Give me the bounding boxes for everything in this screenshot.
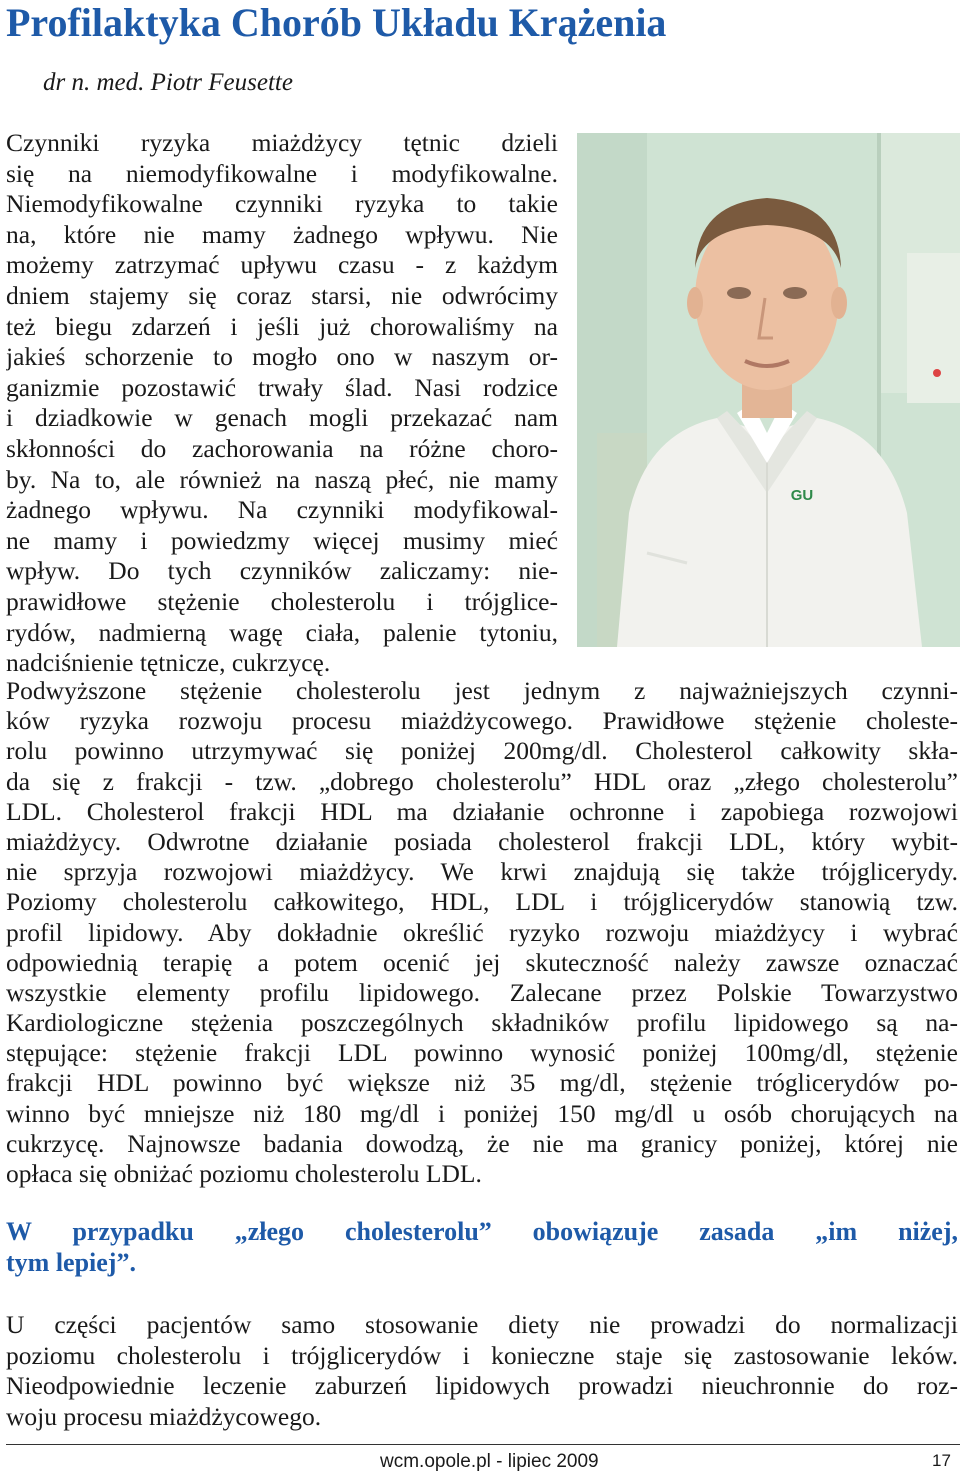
footer-divider xyxy=(6,1444,960,1445)
text-line: rolu powinno utrzymywać się poniżej 200mg/dl. Cholesterol całkowity skła- xyxy=(6,736,958,766)
text-line: się na niemodyfikowalne i modyfikowalne. xyxy=(6,158,558,188)
text-line: W przypadku „złego cholesterolu” obowiązuje zasada „im niżej, xyxy=(6,1217,958,1246)
text-line: tym lepiej”. xyxy=(6,1248,136,1277)
text-line: ganizmie pozostawić trwały ślad. Nasi rodzice xyxy=(6,372,558,402)
page-number: 17 xyxy=(932,1451,951,1470)
text-line: jakieś schorzenie to mogło ono w naszym or- xyxy=(6,342,558,372)
text-line: dniem stajemy się coraz starsi, nie odwrócimy xyxy=(6,280,558,310)
intro-paragraph xyxy=(6,128,558,679)
text-line: winno być mniejsze niż 180 mg/dl i poniżej 150 mg/dl u osób chorujących na xyxy=(6,1098,958,1128)
text-line: wpływ. Do tych czynników zaliczamy: nie- xyxy=(6,556,558,586)
text-line: miażdżycy. Odwrotne działanie posiada cholesterol frakcji LDL, który wybit- xyxy=(6,826,958,856)
text-line: skłonności do zachorowania na różne choro- xyxy=(6,433,558,463)
text-line: też biegu zdarzeń i jeśli już chorowaliśmy na xyxy=(6,311,558,341)
text-line: woju procesu miażdżycowego. xyxy=(6,1401,322,1431)
text-line: opłaca się obniżać poziomu cholesterolu LDL. xyxy=(6,1159,482,1188)
coat-badge: GU xyxy=(790,487,814,504)
author-photo xyxy=(577,133,960,647)
text-line: i dziadkowie w genach mogli przekazać nam xyxy=(6,403,558,433)
text-line: ne mamy i powiedzmy więcej musimy mieć xyxy=(6,525,558,555)
text-line: cukrzycę. Najnowsze badania dowodzą, że nie ma granicy poniżej, której nie xyxy=(6,1128,958,1158)
treatment-paragraph xyxy=(6,1310,958,1432)
text-line: nadciśnienie tętnicze, cukrzycę. xyxy=(6,648,331,678)
text-line: da się z frakcji - tzw. „dobrego cholesterolu” HDL oraz „złego cholesterolu” xyxy=(6,766,958,796)
text-line: profil lipidowy. Aby dokładnie określić ryzyko rozwoju miażdżycy i wybrać xyxy=(6,917,958,947)
text-line: rydów, nadmierną wagę ciała, palenie tytoniu, xyxy=(6,617,558,647)
text-line: nie sprzyja rozwojowi miażdżycy. We krwi znajdują się także trójglicerydy. xyxy=(6,857,958,887)
text-line: Podwyższone stężenie cholesterolu jest jednym z najważniejszych czynni- xyxy=(6,676,958,705)
text-line: prawidłowe stężenie cholesterolu i trójglice- xyxy=(6,586,558,616)
text-line: Poziomy cholesterolu całkowitego, HDL, LDL i trójglicerydów stanowią tzw. xyxy=(6,887,958,917)
article-author: dr n. med. Piotr Feusette xyxy=(43,69,293,96)
text-line: Kardiologiczne stężenia poszczególnych składników profilu lipidowego są na- xyxy=(6,1008,958,1038)
cholesterol-paragraph xyxy=(6,676,958,1189)
footer-publication: wcm.opole.pl - lipiec 2009 xyxy=(380,1451,599,1472)
text-line: ków ryzyka rozwoju procesu miażdżycowego. Prawidłowe stężenie choleste- xyxy=(6,706,958,736)
text-line: by. Na to, ale również na naszą płeć, nie mamy xyxy=(6,464,558,494)
article-title: Profilaktyka Chorób Układu Krążenia xyxy=(6,0,667,45)
text-line: odpowiednią terapię a potem ocenić jej skuteczność należy zawsze oznaczać xyxy=(6,947,958,977)
text-line: wszystkie elementy profilu lipidowego. Zalecane przez Polskie Towarzystwo xyxy=(6,977,958,1007)
text-line: stępujące: stężenie frakcji LDL powinno wynosić poniżej 100mg/dl, stężenie xyxy=(6,1038,958,1068)
text-line: frakcji HDL powinno być większe niż 35 mg/dl, stężenie tróglicerydów po- xyxy=(6,1068,958,1098)
text-line: możemy zatrzymać upływu czasu - z każdym xyxy=(6,250,558,280)
text-line: Niemodyfikowalne czynniki ryzyka to takie xyxy=(6,189,558,219)
text-line: Czynniki ryzyka miażdżycy tętnic dzieli xyxy=(6,128,558,157)
text-line: U części pacjentów samo stosowanie diety nie prowadzi do normalizacji xyxy=(6,1310,958,1339)
text-line: Nieodpowiednie leczenie zaburzeń lipidowych prowadzi nieuchronnie do roz- xyxy=(6,1371,958,1400)
text-line: LDL. Cholesterol frakcji HDL ma działanie ochronne i zapobiega rozwojowi xyxy=(6,796,958,826)
text-line: żadnego wpływu. Na czynniki modyfikowal- xyxy=(6,495,558,525)
highlight-statement xyxy=(6,1216,958,1278)
text-line: na, które nie mamy żadnego wpływu. Nie xyxy=(6,219,558,249)
text-line: poziomu cholesterolu i trójglicerydów i konieczne staje się zastosowanie leków. xyxy=(6,1340,958,1370)
